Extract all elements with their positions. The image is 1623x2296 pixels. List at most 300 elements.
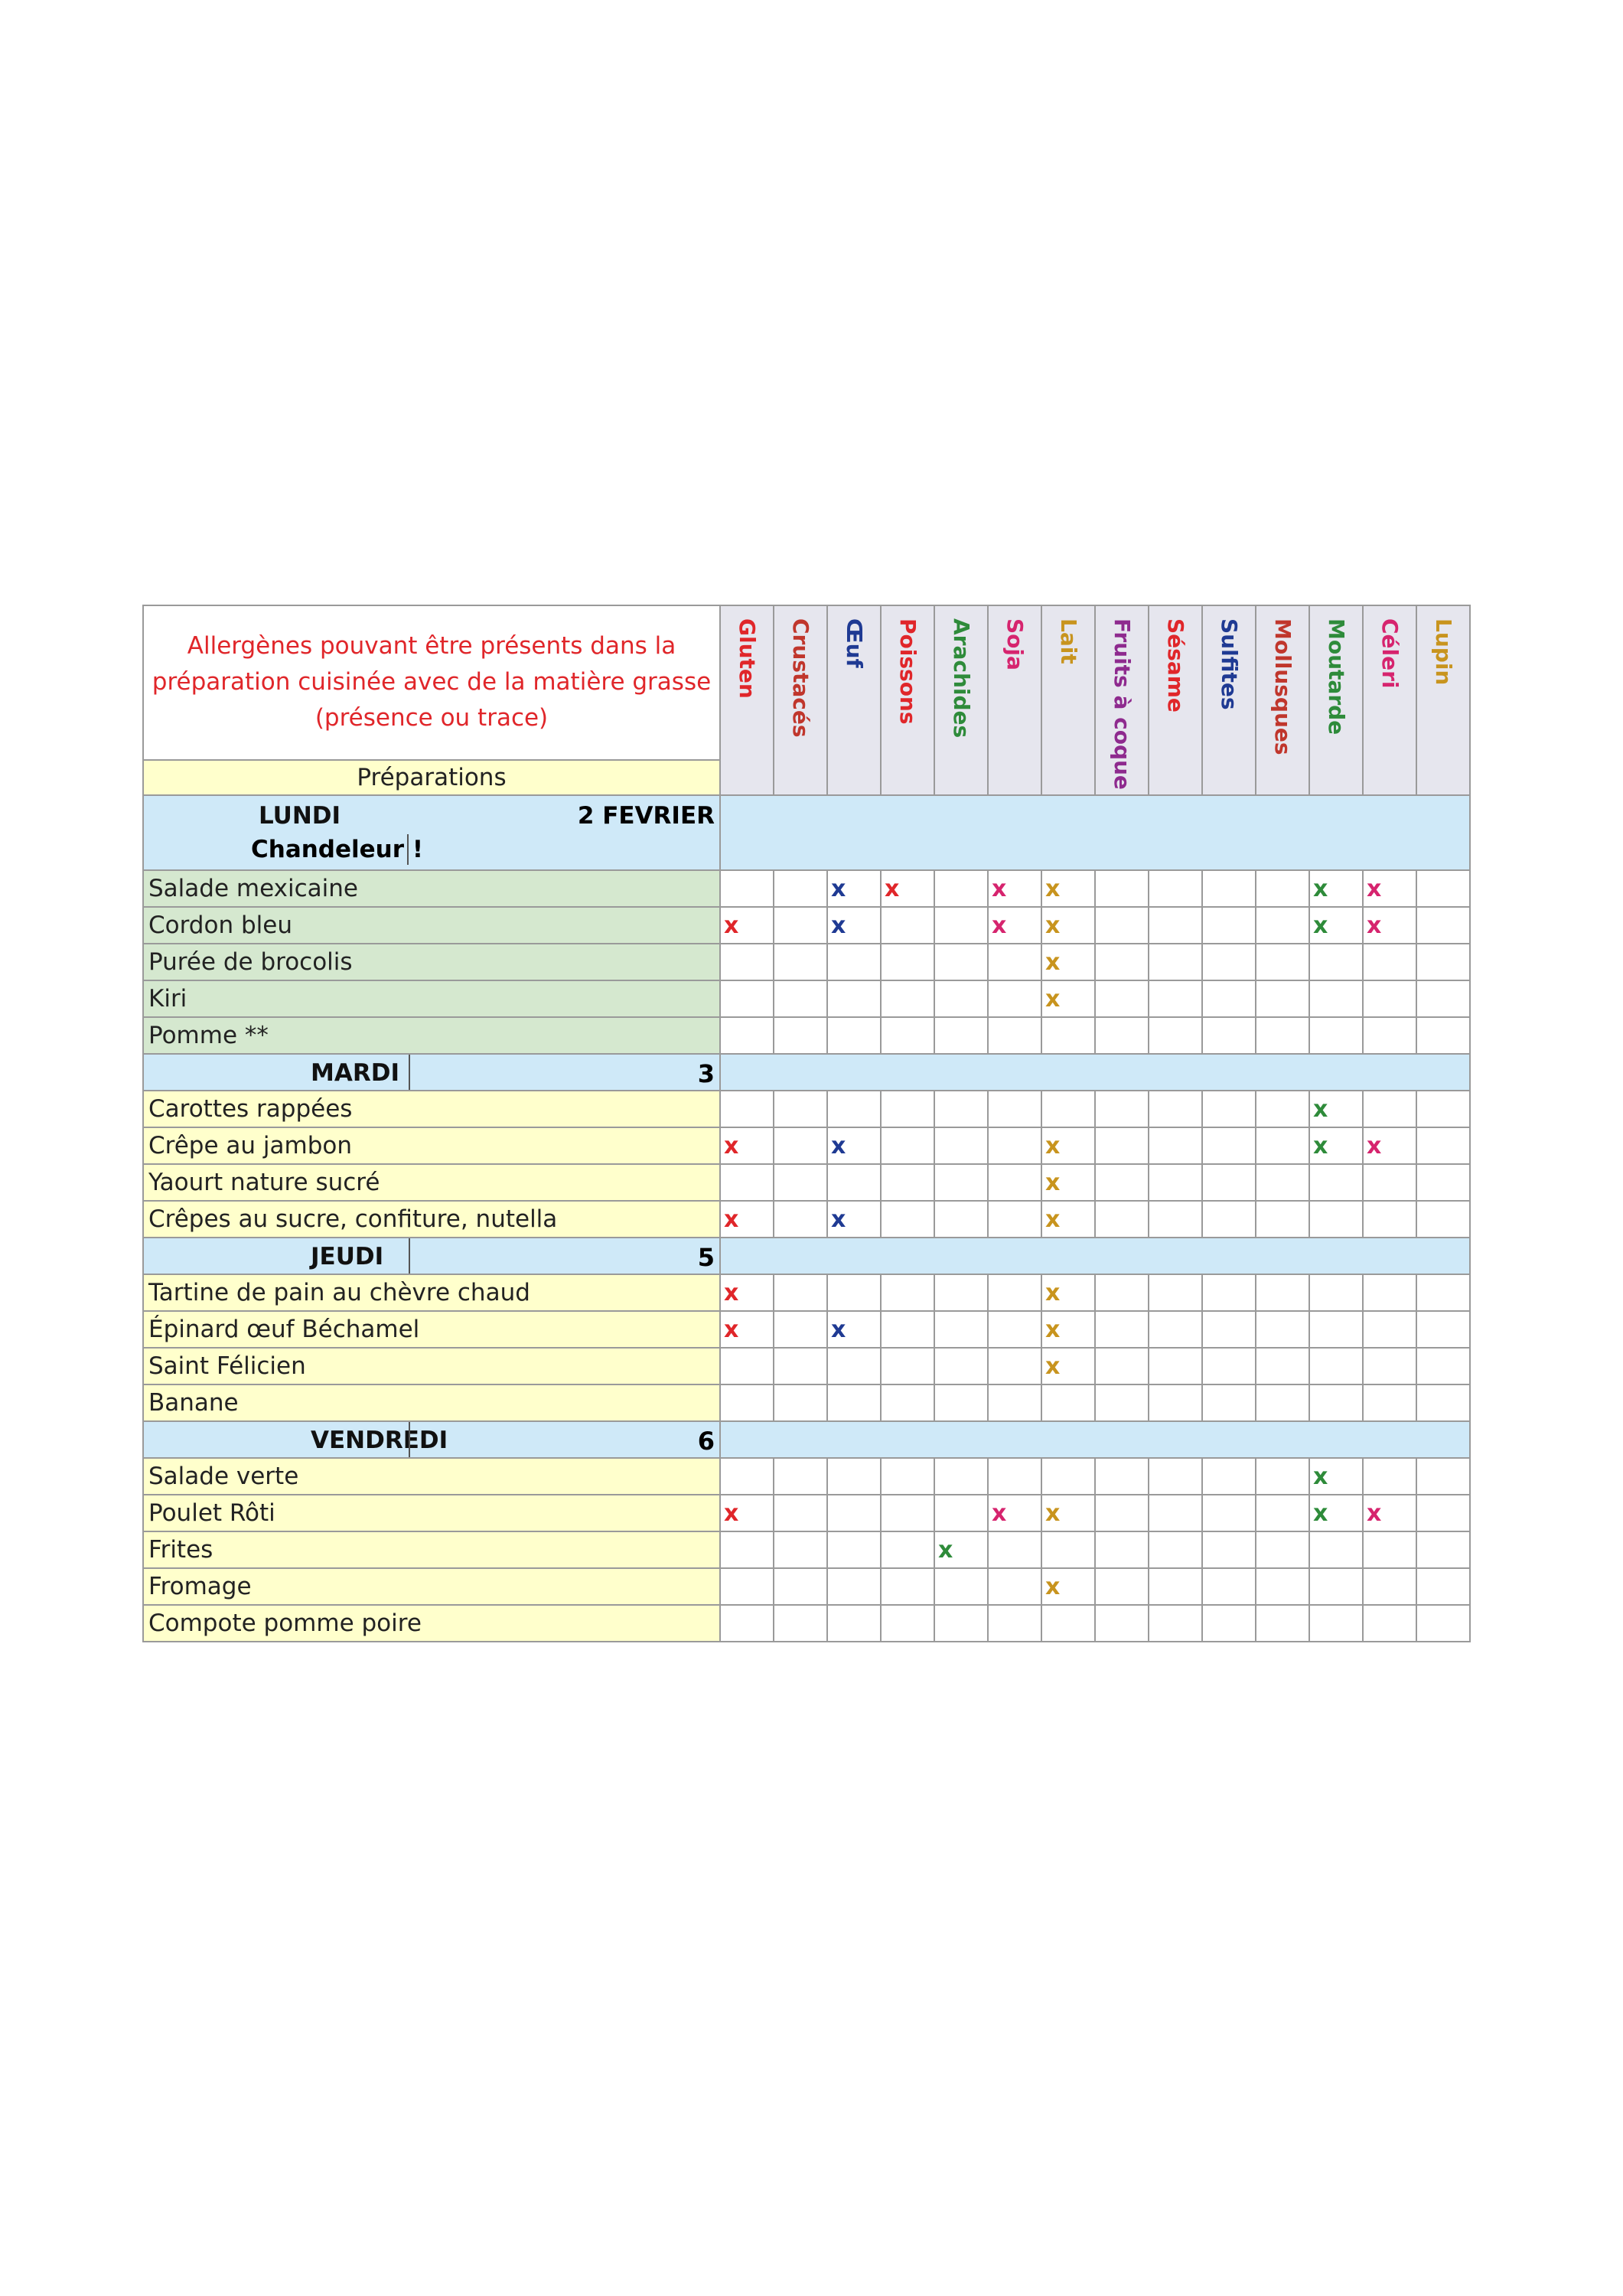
allergen-mark [1095,1311,1149,1348]
allergen-mark [1363,1605,1416,1642]
allergen-mark [988,1605,1041,1642]
allergen-mark [1363,1348,1416,1384]
allergen-mark [1202,1531,1256,1568]
allergen-header [1095,605,1149,795]
allergen-mark [1149,1201,1202,1238]
allergen-header [774,605,827,795]
allergen-mark [1095,1164,1149,1201]
allergen-mark [774,1201,827,1238]
allergen-mark: x [1041,1495,1095,1531]
allergen-mark [1095,1384,1149,1421]
allergen-mark [1363,1311,1416,1348]
day-band [720,1054,1470,1091]
allergen-mark: x [934,1531,988,1568]
day-number: 3 [697,1059,715,1088]
day-name: VENDREDI [311,1427,448,1454]
table-row [143,1091,1470,1127]
allergen-mark: x [1041,907,1095,944]
allergen-mark [1095,980,1149,1017]
allergen-mark: x [1041,1164,1095,1201]
allergen-mark [1149,1127,1202,1164]
allergen-mark [720,870,774,907]
allergen-mark [1149,1017,1202,1054]
allergen-mark [988,1017,1041,1054]
allergen-mark [881,1531,934,1568]
allergen-mark [1202,1495,1256,1531]
allergen-mark [827,1495,881,1531]
allergen-mark [1256,1531,1309,1568]
allergen-label: Céleri [1377,618,1403,689]
table-row [143,944,1470,980]
allergen-mark: x [827,870,881,907]
allergen-header [827,605,881,795]
allergen-table [142,605,1471,1642]
allergen-mark [1416,1201,1470,1238]
allergen-mark [988,1384,1041,1421]
allergen-header [1309,605,1363,795]
table-row [143,1605,1470,1642]
allergen-mark [934,1091,988,1127]
allergen-mark [1256,870,1309,907]
allergen-mark [1149,1384,1202,1421]
allergen-mark [827,1348,881,1384]
dish-name: Épinard œuf Béchamel [143,1311,720,1348]
dish-name: Tartine de pain au chèvre chaud [143,1274,720,1311]
dish-name: Poulet Rôti [143,1495,720,1531]
allergen-mark [720,1605,774,1642]
allergen-mark [1363,1568,1416,1605]
allergen-mark [1095,1458,1149,1495]
allergen-mark [1309,1274,1363,1311]
allergen-mark [720,1384,774,1421]
allergen-mark [934,980,988,1017]
allergen-mark [1416,1311,1470,1348]
allergen-mark: x [1363,1495,1416,1531]
table-row [143,1017,1470,1054]
allergen-mark [1095,1568,1149,1605]
allergen-mark [1202,1568,1256,1605]
table-row [143,1127,1470,1164]
allergen-mark: x [1309,1458,1363,1495]
allergen-mark [1363,1531,1416,1568]
day-band [720,1238,1470,1274]
allergen-mark [1309,1348,1363,1384]
allergen-mark [881,980,934,1017]
allergen-mark: x [720,1127,774,1164]
allergen-mark: x [720,1201,774,1238]
allergen-mark [1149,1274,1202,1311]
allergen-mark [1202,1311,1256,1348]
allergen-mark [1149,870,1202,907]
allergen-mark [1202,944,1256,980]
allergen-mark [1095,1017,1149,1054]
allergen-mark [1149,1091,1202,1127]
allergen-mark [1095,944,1149,980]
table-row [143,1348,1470,1384]
allergen-mark [881,1311,934,1348]
allergen-mark [1416,1495,1470,1531]
day-header [143,795,720,870]
allergen-mark [1416,1568,1470,1605]
allergen-mark [1149,1531,1202,1568]
allergen-mark [1149,1311,1202,1348]
preparations-label: Préparations [143,760,720,795]
allergen-mark [1202,1384,1256,1421]
allergen-mark [1416,1384,1470,1421]
allergen-mark [774,980,827,1017]
table-row [143,1164,1470,1201]
allergen-mark [774,1164,827,1201]
allergen-mark: x [720,907,774,944]
allergen-mark [774,1384,827,1421]
allergen-mark [1309,1017,1363,1054]
allergen-mark [881,1458,934,1495]
allergen-mark [774,1495,827,1531]
allergen-mark [720,980,774,1017]
day-header [143,1054,720,1091]
allergen-mark [827,980,881,1017]
allergen-mark [1202,870,1256,907]
allergen-mark [1416,1017,1470,1054]
allergen-mark [774,1017,827,1054]
allergen-label: Poissons [895,618,921,725]
day-name: JEUDI [311,1243,384,1270]
allergen-mark [827,1568,881,1605]
allergen-mark [1202,1017,1256,1054]
allergen-label: Moutarde [1324,618,1349,735]
allergen-mark [881,1164,934,1201]
day-row [143,1421,1470,1458]
allergen-mark [1041,1458,1095,1495]
allergen-mark: x [1309,907,1363,944]
allergen-mark [1416,1531,1470,1568]
allergen-header [1416,605,1470,795]
allergen-mark [1309,1201,1363,1238]
allergen-mark [988,1091,1041,1127]
allergen-label: Œuf [842,618,867,668]
allergen-mark [1416,1127,1470,1164]
allergen-mark [1149,980,1202,1017]
allergen-mark: x [1363,1127,1416,1164]
allergen-mark [1256,1458,1309,1495]
allergen-mark [1149,1458,1202,1495]
allergen-mark [881,1348,934,1384]
allergen-mark [1416,1605,1470,1642]
allergen-mark: x [1309,870,1363,907]
allergen-mark [934,1568,988,1605]
allergen-mark [1256,1091,1309,1127]
allergen-label: Sésame [1163,618,1188,713]
allergen-mark [720,1164,774,1201]
allergen-header [988,605,1041,795]
allergen-header [1041,605,1095,795]
allergen-mark [881,1274,934,1311]
allergen-mark [1309,1164,1363,1201]
allergen-mark [1363,1384,1416,1421]
table-row [143,1531,1470,1568]
dish-name: Carottes rappées [143,1091,720,1127]
allergen-mark: x [1041,1348,1095,1384]
allergen-label: Mollusques [1270,618,1295,755]
table-row [143,870,1470,907]
day-name: MARDI [311,1059,399,1087]
allergen-mark [881,1384,934,1421]
allergen-mark [1202,980,1256,1017]
allergen-mark [1149,1495,1202,1531]
allergen-mark [1095,1127,1149,1164]
allergen-mark [827,1017,881,1054]
allergen-mark [1416,1164,1470,1201]
allergen-mark [1202,1091,1256,1127]
allergen-mark [1149,1605,1202,1642]
allergen-label: Soja [1002,618,1028,670]
allergen-mark [1309,1568,1363,1605]
allergen-mark [774,1458,827,1495]
allergen-header [934,605,988,795]
header-row [143,605,1470,760]
allergen-header [1363,605,1416,795]
allergen-mark: x [827,1127,881,1164]
allergen-mark [1041,1605,1095,1642]
allergen-header [881,605,934,795]
dish-name: Pomme ** [143,1017,720,1054]
allergen-mark [1095,1091,1149,1127]
allergen-mark [1202,1201,1256,1238]
allergen-mark [1416,1458,1470,1495]
allergen-mark [720,1017,774,1054]
allergen-mark [1149,944,1202,980]
allergen-mark [934,1017,988,1054]
allergen-mark [827,1091,881,1127]
allergen-mark [1095,1348,1149,1384]
allergen-mark [881,1091,934,1127]
allergen-mark [1256,1605,1309,1642]
table-row [143,980,1470,1017]
allergen-mark [934,1605,988,1642]
table-row [143,1495,1470,1531]
allergen-mark [774,1311,827,1348]
allergen-mark [988,1274,1041,1311]
allergen-mark: x [720,1495,774,1531]
allergen-mark [988,1568,1041,1605]
dish-name: Purée de brocolis [143,944,720,980]
allergen-mark [988,980,1041,1017]
allergen-mark [881,907,934,944]
day-row [143,1238,1470,1274]
allergen-mark: x [1041,1201,1095,1238]
allergen-mark: x [1041,980,1095,1017]
allergen-mark [1363,1017,1416,1054]
allergen-mark [1363,1458,1416,1495]
allergen-mark [1256,1348,1309,1384]
day-row [143,795,1470,870]
allergen-mark [1416,870,1470,907]
allergen-mark [1416,1274,1470,1311]
allergen-mark [774,907,827,944]
allergen-header [1256,605,1309,795]
allergen-mark [827,1531,881,1568]
allergen-mark [1256,907,1309,944]
allergen-mark [988,1531,1041,1568]
allergen-mark [827,1384,881,1421]
day-number: 5 [697,1243,715,1272]
allergen-mark [1202,1164,1256,1201]
allergen-mark: x [1309,1127,1363,1164]
allergen-mark [1149,1164,1202,1201]
table-title: Allergènes pouvant être présents dans la préparation cuisinée avec de la matière grasse (présence ou trace) [143,605,720,760]
allergen-mark [1041,1531,1095,1568]
allergen-mark [1256,1164,1309,1201]
allergen-mark [1363,1274,1416,1311]
allergen-mark [827,944,881,980]
table-row [143,907,1470,944]
allergen-mark [1256,1127,1309,1164]
allergen-mark [1202,1127,1256,1164]
dish-name: Cordon bleu [143,907,720,944]
allergen-mark [1363,1164,1416,1201]
allergen-mark [988,1348,1041,1384]
allergen-mark [934,1311,988,1348]
allergen-header [1149,605,1202,795]
day-number: 6 [697,1427,715,1456]
allergen-mark [934,944,988,980]
allergen-mark [1309,1605,1363,1642]
dish-name: Crêpes au sucre, confiture, nutella [143,1201,720,1238]
table-row [143,1384,1470,1421]
allergen-mark [1149,1348,1202,1384]
allergen-mark: x [1309,1495,1363,1531]
allergen-mark [827,1274,881,1311]
allergen-label: Lupin [1431,618,1456,686]
allergen-label: Sulfites [1217,618,1242,710]
allergen-mark [1309,980,1363,1017]
allergen-mark [934,1384,988,1421]
allergen-mark [774,1274,827,1311]
allergen-label: Lait [1056,618,1081,664]
table-row [143,1311,1470,1348]
allergen-mark [774,1568,827,1605]
allergen-mark [1095,907,1149,944]
allergen-mark [827,1164,881,1201]
allergen-mark [720,1568,774,1605]
allergen-mark [881,1568,934,1605]
allergen-mark: x [720,1311,774,1348]
day-header [143,1421,720,1458]
allergen-header [720,605,774,795]
allergen-mark [827,1605,881,1642]
day-name: LUNDI [259,802,341,830]
allergen-mark: x [881,870,934,907]
allergen-mark: x [1041,870,1095,907]
table-row [143,1458,1470,1495]
allergen-mark [1363,980,1416,1017]
allergen-mark [1416,944,1470,980]
allergen-mark [1416,907,1470,944]
allergen-mark: x [988,1495,1041,1531]
allergen-mark [1256,1201,1309,1238]
allergen-mark [1309,1311,1363,1348]
day-band [720,795,1470,870]
allergen-mark [1256,980,1309,1017]
dish-name: Kiri [143,980,720,1017]
dish-name: Fromage [143,1568,720,1605]
allergen-mark: x [827,907,881,944]
allergen-mark [881,1495,934,1531]
table-row [143,1568,1470,1605]
allergen-mark [774,944,827,980]
allergen-mark: x [827,1311,881,1348]
allergen-mark: x [1041,1274,1095,1311]
table-row [143,1274,1470,1311]
allergen-header [1202,605,1256,795]
allergen-mark [1309,1531,1363,1568]
allergen-mark [1202,1605,1256,1642]
allergen-mark [1149,907,1202,944]
allergen-mark [934,1164,988,1201]
allergen-mark [934,1127,988,1164]
allergen-mark [1416,1091,1470,1127]
allergen-mark [774,1605,827,1642]
allergen-mark [881,944,934,980]
allergen-mark [1256,944,1309,980]
allergen-mark [1095,1201,1149,1238]
day-row [143,1054,1470,1091]
allergen-mark [1256,1274,1309,1311]
dish-name: Frites [143,1531,720,1568]
allergen-mark [1202,907,1256,944]
allergen-mark: x [988,907,1041,944]
allergen-label: Crustacés [788,618,813,738]
allergen-mark [934,907,988,944]
allergen-mark [720,1458,774,1495]
allergen-mark: x [1041,1311,1095,1348]
allergen-mark [881,1605,934,1642]
allergen-mark [1202,1458,1256,1495]
allergen-mark [774,1091,827,1127]
allergen-mark [720,944,774,980]
allergen-mark [1041,1091,1095,1127]
allergen-mark [1095,1531,1149,1568]
day-band [720,1421,1470,1458]
allergen-mark: x [1041,944,1095,980]
allergen-mark [1256,1311,1309,1348]
allergen-mark [774,1531,827,1568]
allergen-mark: x [1041,1568,1095,1605]
allergen-mark [1202,1274,1256,1311]
allergen-mark [1363,1201,1416,1238]
allergen-mark: x [988,870,1041,907]
allergen-mark [1309,1384,1363,1421]
allergen-mark: x [720,1274,774,1311]
allergen-mark [1041,1384,1095,1421]
day-header [143,1238,720,1274]
allergen-mark [1256,1495,1309,1531]
allergen-mark [988,1201,1041,1238]
dish-name: Salade verte [143,1458,720,1495]
allergen-label: Gluten [735,618,760,699]
allergen-mark [881,1201,934,1238]
dish-name: Banane [143,1384,720,1421]
allergen-mark [1309,944,1363,980]
allergen-mark [1416,980,1470,1017]
allergen-mark: x [1041,1127,1095,1164]
allergen-mark [881,1017,934,1054]
allergen-mark: x [1363,907,1416,944]
allergen-mark [934,1274,988,1311]
allergen-mark [934,1458,988,1495]
allergen-mark [774,1348,827,1384]
allergen-mark [988,1164,1041,1201]
